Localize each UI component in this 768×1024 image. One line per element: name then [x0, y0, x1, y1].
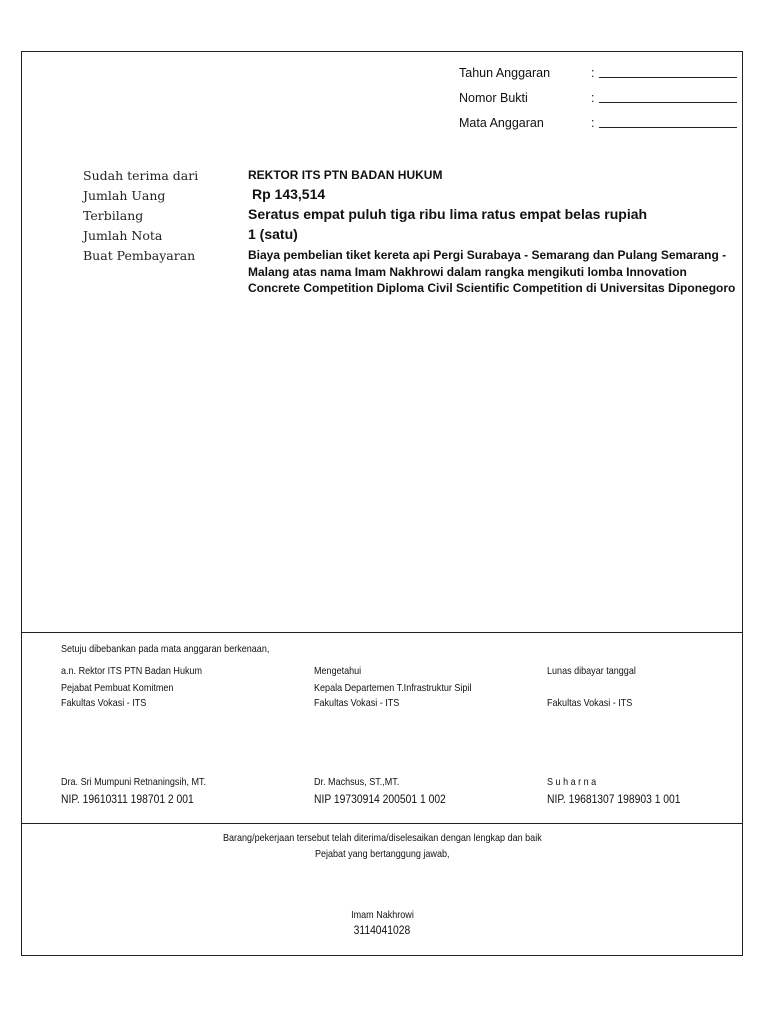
footer-signatory-name-text: Imam Nakhrowi [350, 909, 414, 921]
col3-line3: Fakultas Vokasi - ITS [547, 697, 633, 709]
tahun-anggaran-label: Tahun Anggaran [459, 66, 551, 80]
payment-receipt-form [21, 51, 743, 956]
footer-statement [22, 832, 742, 844]
col1-line2: Pejabat Pembuat Komitmen [61, 682, 174, 694]
mata-anggaran-blank [599, 127, 737, 128]
footer-signatory-id [22, 923, 742, 937]
col1-line1: a.n. Rektor ITS PTN Badan Hukum [61, 665, 203, 677]
col2-line3: Fakultas Vokasi - ITS [314, 697, 400, 709]
footer-divider [22, 823, 742, 824]
tahun-anggaran-blank [599, 77, 737, 78]
mata-anggaran-label: Mata Anggaran [459, 116, 544, 130]
nomor-bukti-colon: : [591, 91, 595, 105]
note-count-label: Jumlah Nota [83, 228, 163, 243]
col1-signatory-name: Dra. Sri Mumpuni Retnaningsih, MT. [61, 776, 207, 788]
col3-nip: NIP. 19681307 198903 1 001 [547, 792, 681, 806]
col3-signatory-name: S u h a r n a [547, 776, 597, 788]
in-words-value: Seratus empat puluh tiga ribu lima ratus empat belas rupiah [248, 206, 648, 222]
approval-intro: Setuju dibebankan pada mata anggaran berkenaan, [61, 643, 270, 655]
col2-line2: Kepala Departemen T.Infrastruktur Sipil [314, 682, 472, 694]
col2-nip: NIP 19730914 200501 1 002 [314, 792, 446, 806]
amount-label: Jumlah Uang [83, 188, 166, 203]
col2-line1: Mengetahui [314, 665, 362, 677]
col3-line1: Lunas dibayar tanggal [547, 665, 636, 677]
col1-line3: Fakultas Vokasi - ITS [61, 697, 147, 709]
footer-responsible-text: Pejabat yang bertanggung jawab, [314, 848, 450, 860]
footer-statement-text: Barang/pekerjaan tersebut telah diterima/diselesaikan dengan lengkap dan baik [222, 832, 542, 844]
tahun-anggaran-colon: : [591, 66, 595, 80]
approval-divider [22, 632, 742, 633]
amount-value: Rp 143,514 [252, 186, 326, 202]
nomor-bukti-blank [599, 102, 737, 103]
note-count-value: 1 (satu) [248, 226, 298, 242]
col1-nip: NIP. 19610311 198701 2 001 [61, 792, 194, 806]
received-from-label: Sudah terima dari [83, 168, 199, 183]
in-words-label: Terbilang [83, 208, 144, 223]
received-from-value: REKTOR ITS PTN BADAN HUKUM [248, 168, 443, 182]
purpose-label: Buat Pembayaran [83, 248, 196, 263]
purpose-value: Biaya pembelian tiket kereta api Pergi Surabaya - Semarang dan Pulang Semarang - Malang atas nama Imam Nakhrowi dalam rangka mengikuti lomba Innovation Concrete Competition Diploma Civil Scientific Competition di Universitas Diponegoro [248, 248, 736, 295]
footer-signatory-name [22, 909, 742, 921]
nomor-bukti-label: Nomor Bukti [459, 91, 528, 105]
col2-signatory-name: Dr. Machsus, ST.,MT. [314, 776, 400, 788]
footer-signatory-id-text: 3114041028 [353, 923, 411, 937]
footer-responsible [22, 848, 742, 860]
mata-anggaran-colon: : [591, 116, 595, 130]
